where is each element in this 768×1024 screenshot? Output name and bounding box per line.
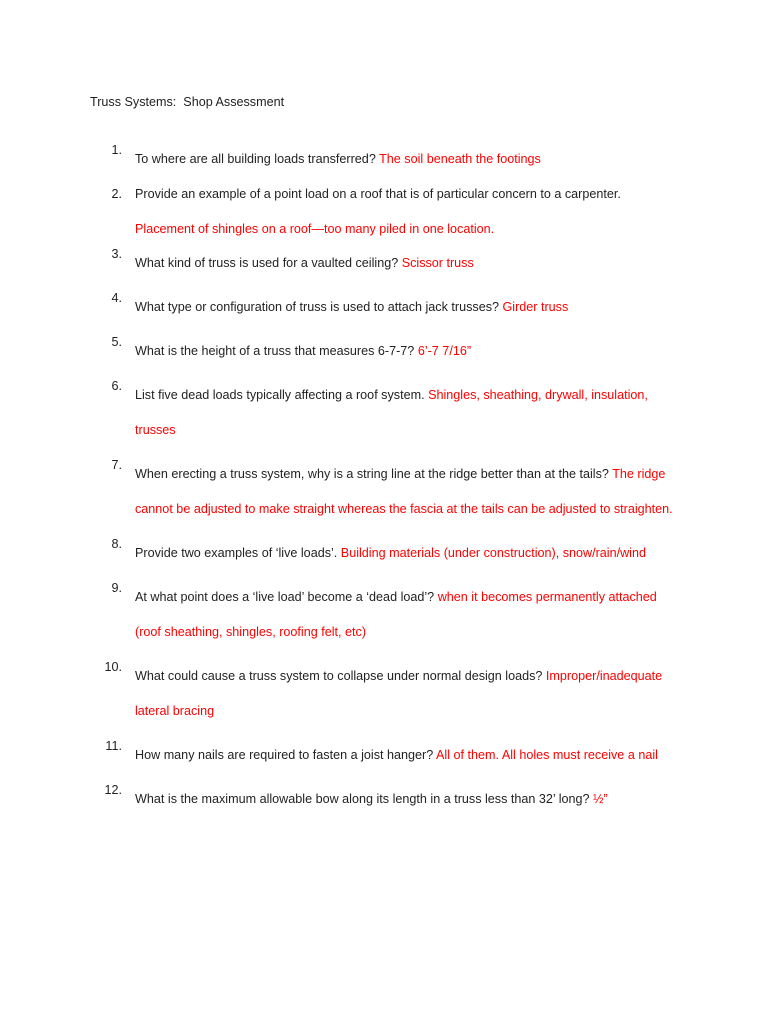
- question-body: [135, 334, 680, 369]
- question-item: [0, 659, 768, 728]
- question-text: What type or configuration of truss is used to attach jack trusses?: [135, 300, 499, 315]
- answer-text: Building materials (under construction), snow/rain/wind: [340, 546, 646, 561]
- question-number: 8.: [111, 537, 122, 552]
- question-body: [135, 186, 680, 237]
- question-body: [135, 782, 680, 817]
- question-number: 4.: [111, 291, 122, 306]
- question-number: 7.: [111, 458, 122, 473]
- question-body: [135, 580, 680, 649]
- question-number: 12.: [104, 783, 122, 798]
- answer-text: Placement of shingles on a roof—too many piled in one location.: [135, 221, 495, 236]
- answer-text: The soil beneath the footings: [379, 151, 541, 166]
- question-number: 9.: [111, 581, 122, 596]
- question-text: Provide two examples of ‘live loads’.: [135, 546, 338, 561]
- question-item: [0, 378, 768, 447]
- answer-text: Improper/inadequate lateral bracing: [135, 669, 663, 718]
- question-body: [135, 290, 680, 325]
- question-text: What kind of truss is used for a vaulted ceiling?: [135, 255, 399, 270]
- question-item: [0, 738, 768, 773]
- question-number: 11.: [105, 739, 122, 754]
- question-text: What is the maximum allowable bow along its length in a truss less than 32’ long?: [135, 792, 590, 807]
- answer-text: Scissor truss: [401, 255, 474, 270]
- question-body: [135, 738, 680, 773]
- question-body: [135, 536, 680, 571]
- question-body: [135, 457, 680, 526]
- question-item: [0, 334, 768, 369]
- question-number: 3.: [111, 246, 122, 261]
- question-list: [0, 142, 768, 826]
- question-text: What could cause a truss system to collapse under normal design loads?: [135, 669, 543, 684]
- answer-text: Girder truss: [502, 300, 569, 315]
- question-number: 6.: [111, 379, 122, 394]
- answer-text: All of them. All holes must receive a nail: [436, 748, 658, 763]
- question-text: When erecting a truss system, why is a string line at the ridge better than at the tails?: [135, 467, 609, 482]
- question-body: [135, 378, 680, 447]
- question-text: What is the height of a truss that measures 6-7-7?: [135, 344, 415, 359]
- answer-text: 6’-7 7/16”: [417, 344, 472, 359]
- question-item: [0, 782, 768, 817]
- question-body: [135, 142, 680, 177]
- question-body: [135, 246, 680, 281]
- question-text: List five dead loads typically affecting a roof system.: [135, 388, 425, 403]
- question-number: 1.: [111, 142, 122, 157]
- answer-text: The ridge cannot be adjusted to make straight whereas the fascia at the tails can be adjusted to straighten.: [135, 467, 673, 516]
- question-text: Provide an example of a point load on a roof that is of particular concern to a carpenter.: [135, 186, 621, 201]
- question-text: How many nails are required to fasten a joist hanger?: [135, 748, 434, 763]
- question-item: [0, 457, 768, 526]
- question-number: 2.: [111, 186, 122, 201]
- answer-text: when it becomes permanently attached (roof sheathing, shingles, roofing felt, etc): [135, 590, 657, 639]
- question-text: At what point does a ‘live load’ become a ‘dead load’?: [135, 590, 435, 605]
- question-item: [0, 290, 768, 325]
- question-number: 10.: [104, 660, 122, 675]
- question-item: [0, 142, 768, 177]
- answer-text: Shingles, sheathing, drywall, insulation, trusses: [135, 388, 648, 438]
- question-body: [135, 659, 680, 728]
- question-item: [0, 580, 768, 649]
- question-item: [0, 186, 768, 237]
- document-title: Truss Systems: Shop Assessment: [90, 95, 285, 109]
- answer-text: ½”: [593, 792, 608, 807]
- question-item: [0, 246, 768, 281]
- question-number: 5.: [111, 335, 122, 350]
- question-text: To where are all building loads transferred?: [135, 151, 376, 166]
- question-item: [0, 536, 768, 571]
